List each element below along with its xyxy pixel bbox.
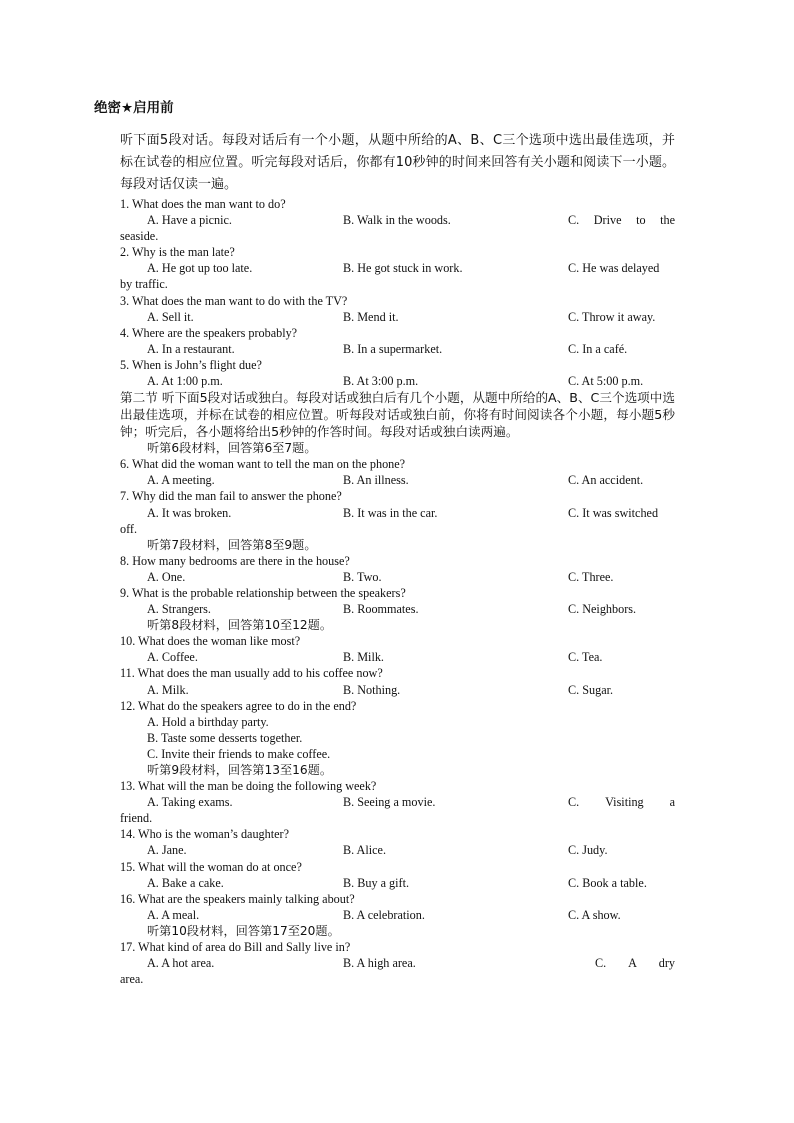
question-options [120, 569, 675, 585]
option-c: C. Judy. [568, 843, 608, 858]
option-b: B. Milk. [343, 650, 384, 665]
option-b: B. Mend it. [343, 309, 399, 324]
question-stem: 3. What does the man want to do with the TV? [120, 293, 348, 308]
option-c: C. Sugar. [568, 682, 614, 697]
question-options [120, 260, 675, 276]
option-b: B. At 3:00 p.m. [343, 374, 419, 389]
question-options [120, 955, 675, 971]
option-c-continued: area. [120, 972, 144, 987]
option-b: B. Alice. [343, 843, 386, 858]
question-stem: 9. What is the probable relationship between the speakers? [120, 585, 406, 600]
option-c: C. It was switched [568, 505, 659, 520]
option-c-continued: off. [120, 521, 138, 536]
question-options [120, 341, 675, 357]
option-a: A. Sell it. [147, 309, 194, 324]
option-a: A. Taking exams. [147, 795, 233, 810]
option-a: A. He got up too late. [147, 261, 253, 276]
option-c: C. Three. [568, 569, 614, 584]
question-options [120, 601, 675, 617]
option-a: A. One. [147, 569, 186, 584]
option-a: A. In a restaurant. [147, 341, 235, 356]
question-stem: 16. What are the speakers mainly talking about? [120, 891, 355, 906]
option-a: A. A meeting. [147, 473, 215, 488]
question-options [120, 907, 675, 923]
option-c: C. In a café. [568, 341, 628, 356]
option-b: B. It was in the car. [343, 505, 438, 520]
option-c: C. Visiting a [568, 795, 675, 810]
material-intro: 听第10段材料，回答第17至20题。 [147, 923, 340, 938]
option-a: A. Jane. [147, 843, 187, 858]
option-b: B. An illness. [343, 473, 409, 488]
option-b: B. Seeing a movie. [343, 795, 436, 810]
option-c-continued: seaside. [120, 229, 159, 244]
question-stem: 5. When is John’s flight due? [120, 357, 262, 372]
question-stem: 10. What does the woman like most? [120, 634, 301, 649]
question-stem: 1. What does the man want to do? [120, 197, 286, 211]
option-b: B. Nothing. [343, 682, 401, 697]
option-c: C. An accident. [568, 473, 644, 488]
question-stem: 11. What does the man usually add to his coffee now? [120, 666, 383, 681]
question-stem: 8. How many bedrooms are there in the house? [120, 553, 350, 568]
question-options [120, 309, 675, 325]
material-intro: 听第9段材料，回答第13至16题。 [147, 763, 333, 777]
question-stem: 17. What kind of area do Bill and Sally live in? [120, 940, 351, 955]
question-stem: 15. What will the woman do at once? [120, 859, 302, 874]
option-b: B. Two. [343, 569, 382, 584]
option-b: B. Walk in the woods. [343, 213, 451, 228]
question-stem: 4. Where are the speakers probably? [120, 325, 298, 340]
question-options [120, 212, 675, 228]
question-options [120, 505, 675, 521]
option-c: C. Tea. [568, 650, 603, 665]
question-options [120, 373, 675, 389]
option-c: C. A show. [568, 907, 621, 922]
question-options [120, 472, 675, 488]
question-options [120, 682, 675, 698]
option-a: A. A meal. [147, 907, 200, 922]
option-b: B. Buy a gift. [343, 875, 410, 890]
option-c: C. He was delayed [568, 261, 660, 276]
material-intro: 听第8段材料，回答第10至12题。 [147, 618, 333, 633]
question-stem: 6. What did the woman want to tell the man on the phone? [120, 457, 406, 472]
option-c: C. Invite their friends to make coffee. [147, 746, 331, 761]
option-c: C. Book a table. [568, 875, 647, 890]
option-c: C. Throw it away. [568, 309, 656, 324]
confidential-header: 绝密★启用前 [94, 100, 174, 116]
material-intro: 听第6段材料，回答第6至7题。 [147, 441, 317, 456]
option-a: A. Coffee. [147, 650, 198, 665]
option-c-continued: by traffic. [120, 277, 168, 292]
option-a: A. Strangers. [147, 602, 211, 617]
question-options [120, 649, 675, 665]
option-a: A. A hot area. [147, 956, 215, 971]
question-stem: 13. What will the man be doing the following week? [120, 779, 377, 794]
option-b: B. A celebration. [343, 907, 425, 922]
question-options [120, 875, 675, 891]
option-b: B. Taste some desserts together. [147, 730, 303, 745]
material-intro: 听第7段材料，回答第8至9题。 [147, 537, 317, 552]
option-c: C. Drive to the [568, 213, 675, 228]
question-options [120, 842, 675, 858]
option-a: A. At 1:00 p.m. [147, 374, 223, 389]
section2-instructions: 第二节 听下面5段对话或独白。每段对话或独白后有几个小题，从题中所给的A、B、C三个选项中选出最佳选项，并标在试卷的相应位置。听每段对话或独白前，你将有时间阅读各个小题，每小题5秒钟；听完后，各小题将给出5秒钟的作答时间。每段对话或独白读两遍。 [120, 390, 675, 440]
question-options [120, 794, 675, 810]
option-b: B. He got stuck in work. [343, 261, 463, 276]
question-stem: 12. What do the speakers agree to do in the end? [120, 698, 357, 713]
option-b: B. In a supermarket. [343, 341, 443, 356]
listening-section [120, 130, 675, 987]
option-c-continued: friend. [120, 811, 153, 826]
option-b: B. A high area. [343, 956, 416, 971]
option-a: A. Have a picnic. [147, 213, 232, 228]
option-b: B. Roommates. [343, 602, 419, 617]
option-a: A. Hold a birthday party. [147, 714, 269, 729]
section1-instructions: 听下面5段对话。每段对话后有一个小题，从题中所给的A、B、C三个选项中选出最佳选项，并标在试卷的相应位置。听完每段对话后，你都有10秒钟的时间来回答有关小题和阅读下一小题。每段对话仅读一遍。 [120, 133, 675, 192]
question-stem: 14. Who is the woman’s daughter? [120, 827, 290, 842]
question-stem: 2. Why is the man late? [120, 245, 235, 260]
option-c: C. At 5:00 p.m. [568, 374, 644, 389]
option-a: A. Milk. [147, 682, 189, 697]
option-a: A. It was broken. [147, 505, 232, 520]
option-c: C. Neighbors. [568, 602, 637, 617]
question-stem: 7. Why did the man fail to answer the phone? [120, 489, 342, 504]
option-c: C. A dry [595, 956, 675, 971]
option-a: A. Bake a cake. [147, 875, 224, 890]
